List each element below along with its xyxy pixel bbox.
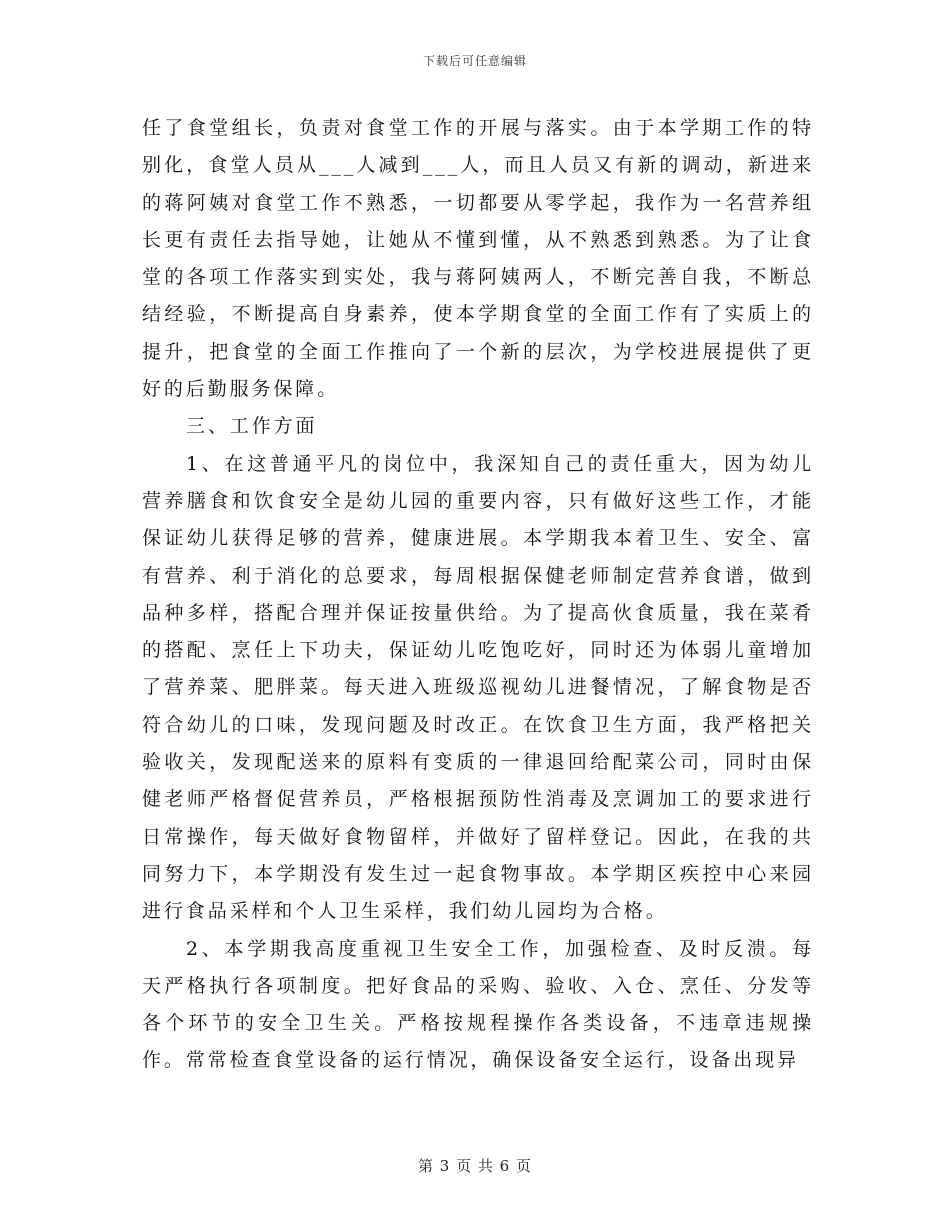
- document-body: [142, 110, 814, 1080]
- paragraph-item-1: 1、在这普通平凡的岗位中，我深知自己的责任重大，因为幼儿营养膳食和饮食安全是幼儿园的重要内容，只有做好这些工作，才能保证幼儿获得足够的营养，健康进展。本学期我本着卫生、安全、富有营养、利于消化的总要求，每周根据保健老师制定营养食谱，做到品种多样，搭配合理并保证按量供给。为了提高伙食质量，我在菜肴的搭配、烹任上下功夫，保证幼儿吃饱吃好，同时还为体弱儿童增加了营养菜、肥胖菜。每天进入班级巡视幼儿进餐情况，了解食物是否符合幼儿的口味，发现问题及时改正。在饮食卫生方面，我严格把关验收关，发现配送来的原料有变质的一律退回给配菜公司，同时由保健老师严格督促营养员，严格根据预防性消毒及烹调加工的要求进行日常操作，每天做好食物留样，并做好了留样登记。因此，在我的共同努力下，本学期没有发生过一起食物事故。本学期区疾控中心来园进行食品采样和个人卫生采样，我们幼儿园均为合格。: [142, 452, 814, 923]
- page-header: 下载后可任意编辑: [422, 54, 527, 68]
- paragraph-continuation: 任了食堂组长，负责对食堂工作的开展与落实。由于本学期工作的特别化，食堂人员从___人减到___人，而且人员又有新的调动，新进来的蒋阿姨对食堂工作不熟悉，一切都要从零学起，我作为一名营养组长更有责任去指导她，让她从不懂到懂，从不熟悉到熟悉。为了让食堂的各项工作落实到实处，我与蒋阿姨两人，不断完善自我，不断总结经验，不断提高自身素养，使本学期食堂的全面工作有了实质上的提升，把食堂的全面工作推向了一个新的层次，为学校进展提供了更好的后勤服务保障。: [142, 117, 814, 401]
- section-heading-work: 三、工作方面: [186, 415, 318, 438]
- paragraph-item-2: 2、本学期我高度重视卫生安全工作，加强检查、及时反溃。每天严格执行各项制度。把好食品的采购、验收、入仓、烹任、分发等各个环节的安全卫生关。严格按规程操作各类设备，不违章违规操作。常常检查食堂设备的运行情况，确保设备安全运行，设备出现异: [142, 937, 814, 1072]
- page-footer: 第 3 页 共 6 页: [418, 1157, 532, 1175]
